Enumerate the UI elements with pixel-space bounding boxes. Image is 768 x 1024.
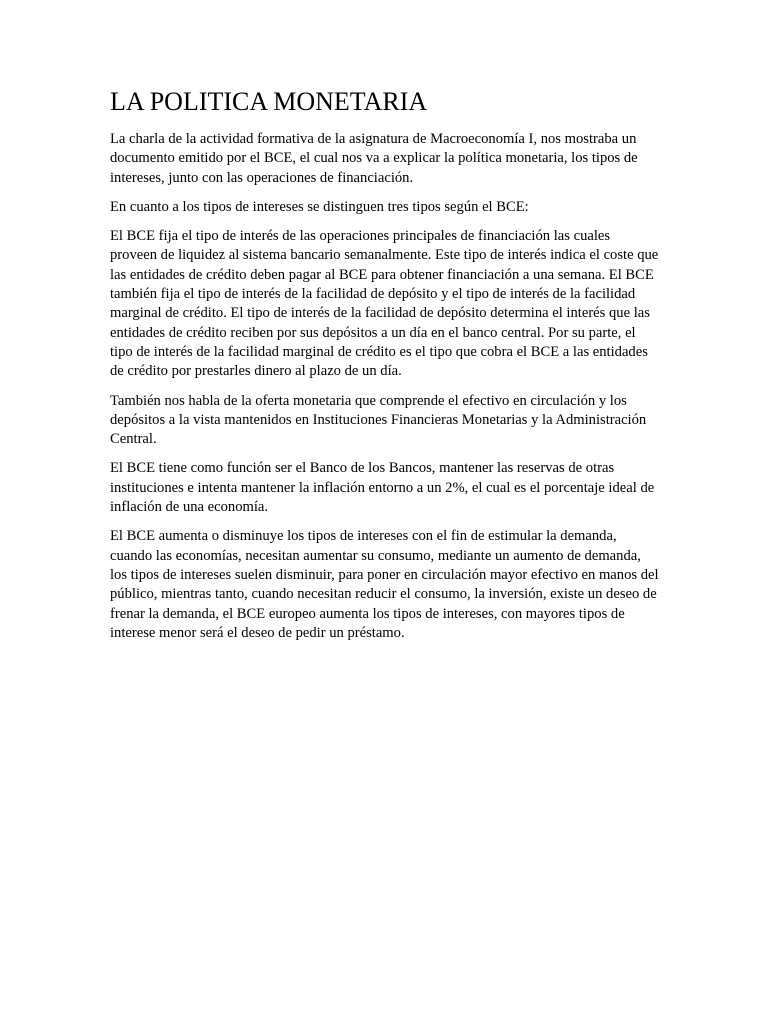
paragraph-money-supply: También nos habla de la oferta monetaria que comprende el efectivo en circulación y los depósitos a la vista mantenidos en Instituciones Financieras Monetarias y la Administración Central.	[110, 392, 647, 448]
paragraph-bce-function: El BCE tiene como función ser el Banco de los Bancos, mantener las reservas de otras instituciones e intenta mantener la inflación entorno a un 2%, el cual es el porcentaje ideal de inflación de una economía.	[110, 460, 655, 516]
paragraph-demand: El BCE aumenta o disminuye los tipos de intereses con el fin de estimular la demanda, cuando las economías, necesitan aumentar su consumo, mediante un aumento de demanda, los tipos de intereses suelen disminuir, para poner en circulación mayor efectivo en manos del público, mientras tanto, cuando necesitan reducir el consumo, la inversión, existe un deseo de frenar la demanda, el BCE europeo aumenta los tipos de intereses, con mayores tipos de interese menor será el deseo de pedir un préstamo.	[110, 528, 659, 641]
document-page	[110, 84, 660, 653]
document-title: LA POLITICA MONETARIA	[110, 87, 428, 116]
paragraph-intro: La charla de la actividad formativa de la asignatura de Macroeconomía I, nos mostraba un documento emitido por el BCE, el cual nos va a explicar la política monetaria, los tipos de intereses, junto con las operaciones de financiación.	[110, 131, 638, 186]
paragraph-bce-rates: El BCE fija el tipo de interés de las operaciones principales de financiación las cuales proveen de liquidez al sistema bancario semanalmente. Este tipo de interés indica el coste que las entidades de crédito deben pagar al BCE para obtener financiación a una semana. El BCE también fija el tipo de interés de la facilidad de depósito y el tipo de interés de la facilidad marginal de crédito. El tipo de interés de la facilidad de depósito determina el interés que las entidades de crédito reciben por sus depósitos a un día en el banco central. Por su parte, el tipo de interés de la facilidad marginal de crédito es el tipo que cobra el BCE a las entidades de crédito por prestarles dinero al plazo de un día.	[110, 228, 659, 380]
paragraph-interest-types: En cuanto a los tipos de intereses se distinguen tres tipos según el BCE:	[110, 198, 529, 215]
